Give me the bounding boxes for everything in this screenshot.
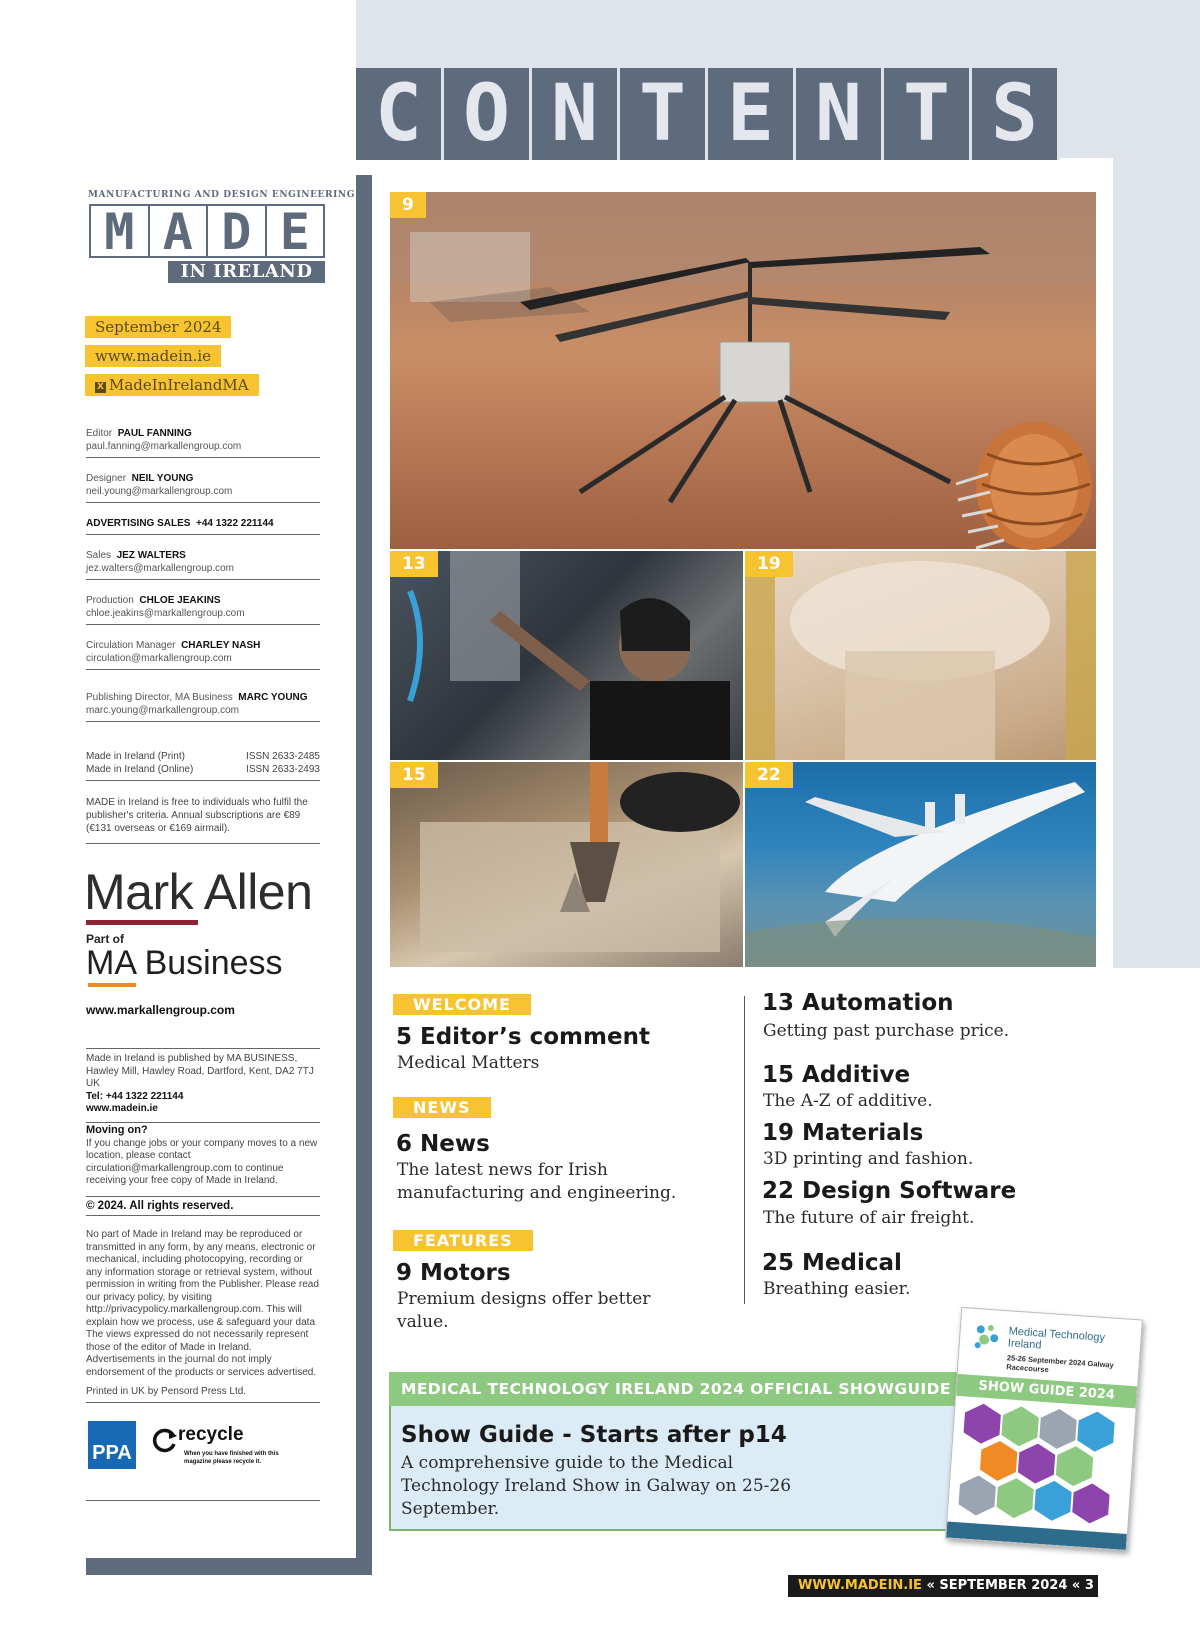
mark-allen-logo: Mark Allen	[84, 864, 313, 920]
masthead-letter: E	[279, 203, 310, 261]
staff-entry-publishing-director	[86, 691, 320, 722]
toc-entry-title[interactable]: 5 Editor’s comment	[396, 1024, 650, 1050]
staff-phone: +44 1322 221144	[196, 518, 274, 529]
recycle-note: When you have finished with this magazine please recycle it.	[184, 1451, 279, 1465]
toc-entry-title[interactable]: 25 Medical	[762, 1250, 902, 1276]
website-link[interactable]: www.madein.ie	[85, 345, 221, 367]
staff-email[interactable]: jez.walters@markallengroup.com	[86, 563, 234, 574]
masthead-subtitle: MANUFACTURING AND DESIGN ENGINEERING	[88, 190, 356, 200]
medtech-logo-icon	[971, 1321, 1003, 1353]
page-number-badge: 19	[745, 551, 793, 577]
social-handle: MadeInIrelandMA	[109, 376, 249, 394]
divider	[86, 1048, 320, 1049]
mark-allen-underline	[86, 920, 198, 925]
section-label-welcome: WELCOME	[393, 994, 531, 1015]
issn-online-value: ISSN 2633-2493	[246, 764, 320, 775]
recycle-wordmark: recycle	[178, 1424, 244, 1445]
publisher-web-link[interactable]: www.madein.ie	[86, 1103, 158, 1114]
toc-entry-desc: Breathing easier.	[763, 1279, 911, 1299]
moving-on-block	[86, 1124, 320, 1188]
right-grey-band	[1113, 158, 1200, 968]
vertical-divider-bar	[356, 175, 372, 1575]
aircraft-photo[interactable]	[745, 762, 1096, 967]
machinist-illustration	[390, 551, 743, 760]
toc-entry-title[interactable]: 9 Motors	[396, 1260, 511, 1286]
contents-letter: T	[884, 68, 972, 160]
staff-name: CHARLEY NASH	[181, 640, 261, 651]
showguide-desc: A comprehensive guide to the Medical Technology Ireland Show in Galway on 25-26 September.	[401, 1453, 792, 1519]
contents-letter: C	[356, 68, 444, 160]
contents-title	[356, 68, 1060, 160]
machinist-photo[interactable]	[390, 551, 743, 760]
additive-illustration	[390, 762, 743, 967]
staff-name: JEZ WALTERS	[116, 550, 186, 561]
published-by-line: Made in Ireland is published by MA BUSINESS,	[86, 1053, 298, 1064]
contents-letter: N	[796, 68, 884, 160]
masthead-letter: D	[208, 206, 267, 256]
footer-issue: SEPTEMBER 2024	[939, 1578, 1068, 1593]
footer-site: WWW.MADEIN.IE	[798, 1578, 922, 1593]
staff-name: CHLOE JEAKINS	[139, 595, 221, 606]
publisher-address: Hawley Mill, Hawley Road, Dartford, Kent, DA2 7TJ UK	[86, 1065, 314, 1089]
staff-role: Sales	[86, 550, 112, 561]
footer-separator: «	[1071, 1578, 1081, 1593]
publisher-address-block	[86, 1053, 320, 1123]
staff-entry-sales	[86, 549, 320, 580]
toc-entry-desc: The A-Z of additive.	[763, 1091, 933, 1111]
issn-print-value: ISSN 2633-2485	[246, 751, 320, 762]
staff-name: NEIL YOUNG	[131, 473, 194, 484]
page-number-badge: 13	[390, 551, 438, 577]
staff-name: MARC YOUNG	[238, 692, 308, 703]
cover-hexagon-grid	[956, 1400, 1128, 1529]
toc-entry-desc: Premium designs offer better value.	[397, 1289, 651, 1332]
masthead-letter: M	[91, 206, 150, 256]
fashion-illustration	[745, 551, 1096, 760]
toc-entry-desc: The latest news for Irish manufacturing and engineering.	[397, 1160, 677, 1203]
staff-email[interactable]: neil.young@markallengroup.com	[86, 486, 233, 497]
issn-online-label: Made in Ireland (Online)	[86, 764, 194, 775]
social-handle-link[interactable]	[85, 374, 259, 396]
bottom-divider-bar	[86, 1558, 372, 1575]
copper-coil-image	[952, 414, 1097, 562]
staff-entry-advertising	[86, 517, 320, 535]
staff-entry-circulation	[86, 639, 320, 670]
toc-column-divider	[744, 996, 745, 1304]
contents-letter: O	[444, 68, 532, 160]
moving-on-title: Moving on?	[86, 1124, 148, 1136]
copyright-notice: © 2024. All rights reserved.	[86, 1196, 320, 1216]
issn-block	[86, 750, 320, 781]
staff-role: Production	[86, 595, 134, 606]
toc-entry-title[interactable]: 22 Design Software	[762, 1178, 1017, 1204]
staff-role: Circulation Manager	[86, 640, 176, 651]
issue-date: September 2024	[85, 316, 231, 338]
contents-letter: E	[708, 68, 796, 160]
additive-powder-photo[interactable]	[390, 762, 743, 967]
staff-role: Designer	[86, 473, 127, 484]
footer-page-number: 3	[1084, 1578, 1094, 1593]
staff-email[interactable]: circulation@markallengroup.com	[86, 653, 232, 664]
cover-dates: 25-26 September 2024 Galway Racecourse	[1005, 1353, 1115, 1375]
toc-entry-desc: Medical Matters	[397, 1053, 540, 1073]
toc-entry-title[interactable]: 6 News	[396, 1131, 490, 1157]
toc-entry-title[interactable]: 15 Additive	[762, 1062, 911, 1088]
page-number-badge: 9	[390, 192, 426, 218]
ma-business-underline	[88, 983, 136, 987]
staff-role: Publishing Director, MA Business	[86, 692, 233, 703]
toc-entry-title[interactable]: 13 Automation	[762, 990, 954, 1016]
showguide-banner: MEDICAL TECHNOLOGY IRELAND 2024 OFFICIAL SHOWGUIDE	[389, 1372, 967, 1406]
staff-entry-production	[86, 594, 320, 625]
staff-entry-designer	[86, 472, 320, 503]
publisher-url-link[interactable]: www.markallengroup.com	[86, 1003, 235, 1017]
staff-entry-editor	[86, 427, 320, 458]
masthead-letter: A	[150, 206, 209, 256]
footer-separator: «	[926, 1578, 935, 1593]
publisher-tel: Tel: +44 1322 221144	[86, 1090, 184, 1102]
ppa-logo: PPA	[88, 1421, 136, 1469]
toc-entry-desc: The future of air freight.	[763, 1208, 975, 1228]
printer-credit: Printed in UK by Pensord Press Ltd.	[86, 1386, 320, 1403]
recycle-icon	[152, 1427, 178, 1453]
legal-notice: No part of Made in Ireland may be reproduced or transmitted in any form, by any means, electronic or mechanical, including photocopying, recording or any information storage or retrieval system, without permission in writing from the Publisher. Please read our privacy policy, by visiting http://privacypolicy.markallengroup.com. This will explain how we process, use & safeguard your data The views expressed do not necessarily represent those of the editor of Made in Ireland. Advertisements in the journal do not imply endorsement of the products or services advertised.	[86, 1229, 319, 1378]
page-number-badge: 15	[390, 762, 438, 788]
ma-business-logo: MA Business	[86, 944, 283, 982]
contents-letter: S	[972, 68, 1060, 160]
aircraft-illustration	[745, 762, 1096, 967]
staff-role: Editor	[86, 428, 113, 439]
toc-entry-desc: 3D printing and fashion.	[763, 1149, 974, 1169]
staff-email[interactable]: marc.young@markallengroup.com	[86, 705, 239, 716]
3d-printed-fashion-photo[interactable]	[745, 551, 1096, 760]
page-footer	[788, 1575, 1098, 1597]
staff-role: ADVERTISING SALES	[86, 518, 191, 529]
part-of-label: Part of	[86, 932, 125, 946]
section-label-features: FEATURES	[393, 1230, 533, 1251]
section-label-news: NEWS	[393, 1097, 491, 1118]
toc-entry-title[interactable]: 19 Materials	[762, 1120, 924, 1146]
cover-brand: Medical Technology Ireland	[1007, 1325, 1106, 1352]
staff-name: PAUL FANNING	[117, 428, 192, 439]
masthead-logo	[89, 203, 325, 261]
staff-email[interactable]: paul.fanning@markallengroup.com	[86, 441, 242, 452]
cover-title: SHOW GUIDE 2024	[956, 1374, 1137, 1409]
contents-letter: T	[620, 68, 708, 160]
issn-print-label: Made in Ireland (Print)	[86, 751, 185, 762]
showguide-title[interactable]: Show Guide - Starts after p14	[401, 1422, 787, 1448]
divider	[86, 1500, 320, 1501]
showguide-cover-image[interactable]	[945, 1307, 1143, 1551]
subscription-note: MADE in Ireland is free to individuals who fulfil the publisher's criteria. Annual subscriptions are €89 (€131 overseas or €169 airmail).	[86, 796, 320, 844]
staff-email[interactable]: chloe.jeakins@markallengroup.com	[86, 608, 245, 619]
moving-on-text: If you change jobs or your company moves to a new location, please contact circulation@markallengroup.com to continue receiving your free copy of Made in Ireland.	[86, 1137, 318, 1186]
page-number-badge: 22	[745, 762, 793, 788]
contents-letter: N	[532, 68, 620, 160]
masthead-in-ireland: IN IRELAND	[168, 261, 325, 283]
toc-entry-desc: Getting past purchase price.	[763, 1021, 1010, 1041]
x-logo-icon: X	[95, 382, 106, 393]
